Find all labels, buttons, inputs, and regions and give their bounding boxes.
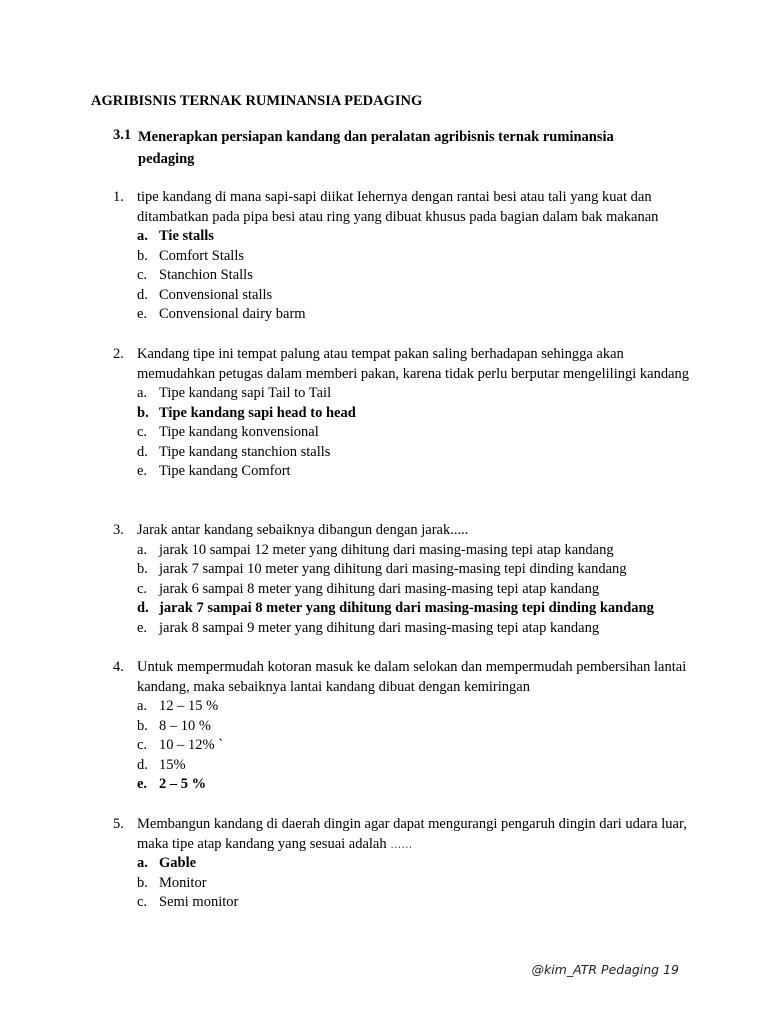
option-letter: c.: [137, 737, 148, 753]
option-text: 8 – 10 %: [159, 717, 211, 734]
section-title: Menerapkan persiapan kandang dan peralatan agribisnis ternak ruminansia pedaging: [138, 129, 614, 167]
option-letter: d.: [137, 286, 148, 303]
option-letter: c.: [137, 424, 148, 440]
option-letter: b.: [137, 561, 148, 577]
option-letter: e.: [137, 463, 148, 479]
option-b-correct: [137, 404, 703, 424]
option-list: [137, 384, 703, 482]
option-letter: e.: [137, 776, 148, 792]
question-text-main: Membangun kandang di daerah dingin agar dapat mengurangi pengaruh dingin dari udara luar, maka tipe atap kandang yang sesuai adalah: [137, 816, 687, 852]
option-d: [137, 756, 703, 776]
option-text: Comfort Stalls: [159, 247, 244, 264]
question-text: Untuk mempermudah kotoran masuk ke dalam selokan dan mempermudah pembersihan lantai kandang, maka sebaiknya lantai kandang dibuat dengan kemiringan: [137, 659, 687, 695]
option-text: Monitor: [159, 874, 207, 891]
question-number: 1.: [113, 189, 124, 205]
option-d: [137, 443, 703, 463]
question-number: 3.: [113, 522, 124, 538]
option-a-correct: [137, 227, 703, 247]
option-a: [137, 697, 703, 717]
ellipsis: ……: [390, 837, 413, 851]
question-text: Kandang tipe ini tempat palung atau tempat pakan saling berhadapan sehingga akan memudahkan petugas dalam memberi pakan, karena tidak perlu berputar mengelilingi kandang: [137, 346, 690, 382]
question-2: [113, 345, 703, 482]
option-letter: b.: [137, 247, 148, 264]
option-c: [137, 736, 703, 756]
option-d: [137, 286, 703, 306]
question-3: [113, 521, 703, 638]
option-text: Gable: [159, 855, 197, 871]
option-letter: d.: [137, 600, 149, 616]
option-list: [137, 541, 703, 639]
option-letter: c.: [137, 894, 148, 910]
option-letter: b.: [137, 717, 148, 734]
option-a: [137, 384, 703, 404]
option-text: Tie stalls: [159, 228, 214, 244]
option-letter: e.: [137, 619, 148, 636]
question-text: Jarak antar kandang sebaiknya dibangun dengan jarak.....: [137, 522, 469, 538]
question-4: [113, 658, 703, 795]
option-text: jarak 8 sampai 9 meter yang dihitung dari masing-masing tepi atap kandang: [159, 619, 600, 636]
option-letter: a.: [137, 541, 148, 558]
option-d-correct: [137, 599, 703, 619]
question-number: 2.: [113, 346, 124, 362]
option-letter: c.: [137, 267, 148, 283]
option-list: [137, 227, 703, 325]
option-e: [137, 462, 703, 482]
option-text: Tipe kandang sapi Tail to Tail: [159, 385, 332, 401]
option-text: 12 – 15 %: [159, 698, 219, 714]
option-c: [137, 580, 703, 600]
option-list: [137, 854, 703, 913]
question-number: 4.: [113, 659, 124, 675]
option-text: Tipe kandang konvensional: [159, 424, 319, 440]
question-text: tipe kandang di mana sapi-sapi diikat Iehernya dengan rantai besi atau tali yang kuat dan ditambatkan pada pipa besi atau ring yang dibuat khusus pada bagian dalam bak makanan: [137, 189, 659, 225]
option-text: 15%: [159, 756, 186, 773]
option-text: jarak 6 sampai 8 meter yang dihitung dari masing-masing tepi atap kandang: [159, 580, 600, 597]
option-b: [137, 560, 703, 580]
option-letter: a.: [137, 385, 148, 401]
option-b: [137, 247, 703, 267]
option-letter: c.: [137, 580, 148, 597]
option-list: [137, 697, 703, 795]
question-1: [113, 188, 703, 325]
page-title: AGRIBISNIS TERNAK RUMINANSIA PEDAGING: [91, 93, 423, 109]
option-text: Stanchion Stalls: [159, 267, 253, 283]
option-text: 10 – 12% `: [159, 737, 224, 753]
option-e-correct: [137, 775, 703, 795]
option-text: Convensional stalls: [159, 286, 273, 303]
option-letter: b.: [137, 404, 149, 421]
page-footer: @kim_ATR Pedaging 19: [531, 962, 679, 977]
option-text: Tipe kandang stanchion stalls: [159, 443, 331, 460]
option-letter: d.: [137, 756, 148, 773]
option-c: [137, 266, 703, 286]
option-text: jarak 10 sampai 12 meter yang dihitung dari masing-masing tepi atap kandang: [159, 541, 614, 558]
question-number: 5.: [113, 816, 124, 832]
option-b: [137, 717, 703, 737]
option-text: Convensional dairy barm: [159, 306, 306, 322]
option-c: [137, 893, 703, 913]
question-5: [113, 815, 703, 913]
option-letter: a.: [137, 698, 148, 714]
option-c: [137, 423, 703, 443]
option-e: [137, 619, 703, 639]
option-e: [137, 305, 703, 325]
option-letter: d.: [137, 443, 148, 460]
option-text: jarak 7 sampai 8 meter yang dihitung dari masing-masing tepi dinding kandang: [159, 600, 654, 616]
option-letter: b.: [137, 874, 148, 891]
section-number: 3.1: [113, 127, 132, 143]
option-letter: e.: [137, 306, 148, 322]
option-letter: a.: [137, 855, 148, 871]
option-text: 2 – 5 %: [159, 776, 207, 792]
option-letter: a.: [137, 228, 148, 244]
option-text: Tipe kandang sapi head to head: [159, 404, 356, 421]
option-text: jarak 7 sampai 10 meter yang dihitung dari masing-masing tepi dinding kandang: [159, 561, 627, 577]
option-text: Tipe kandang Comfort: [159, 463, 291, 479]
option-text: Semi monitor: [159, 894, 239, 910]
option-a-correct: [137, 854, 703, 874]
option-b: [137, 874, 703, 894]
question-text: [137, 815, 703, 854]
option-a: [137, 541, 703, 561]
